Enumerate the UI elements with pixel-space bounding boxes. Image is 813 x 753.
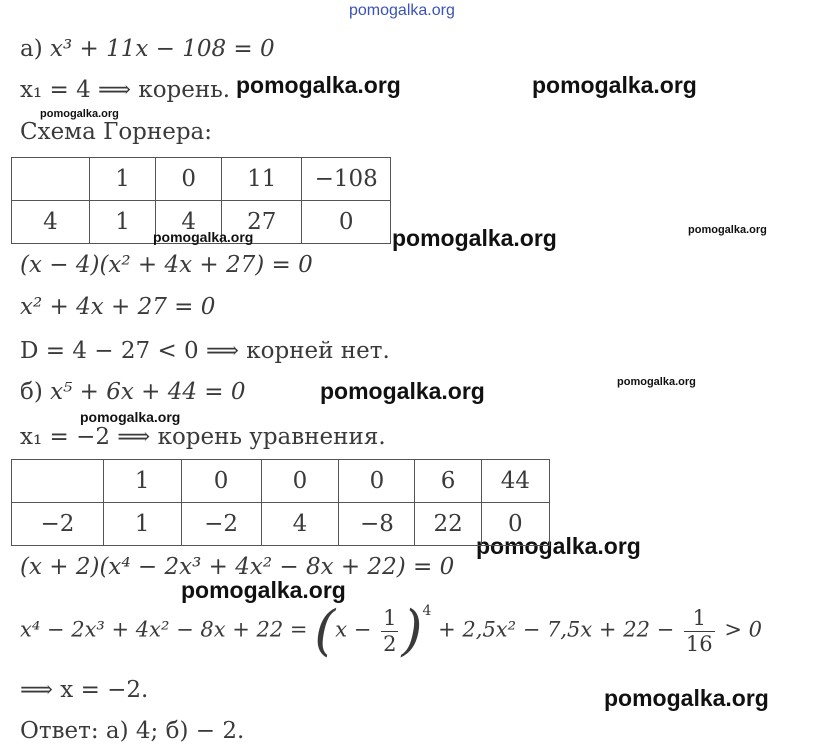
watermark-top[interactable]: pomogalka.org xyxy=(349,2,455,19)
part-a-label: а) xyxy=(20,36,43,62)
table-cell: 0 xyxy=(156,158,222,201)
part-b-factored: (x + 2)(x⁴ − 2x³ + 4x² − 8x + 22) = 0 xyxy=(20,554,455,580)
estimate-left: x⁴ − 2x³ + 4x² − 8x + 22 = xyxy=(20,617,308,642)
table-cell: 0 xyxy=(302,201,391,244)
horner-b-header-row xyxy=(12,460,550,503)
horner-table-b xyxy=(11,459,550,546)
watermark: pomogalka.org xyxy=(320,378,485,404)
fraction-half xyxy=(381,606,398,655)
table-cell: 0 xyxy=(181,460,261,503)
watermark: pomogalka.org xyxy=(617,376,696,388)
table-cell: −2 xyxy=(181,503,261,546)
part-b-conclusion: ⟹ x = −2. xyxy=(20,677,149,703)
watermark: pomogalka.org xyxy=(688,224,767,236)
table-cell: 44 xyxy=(481,460,549,503)
table-cell: 0 xyxy=(261,460,339,503)
table-cell: 0 xyxy=(339,460,415,503)
watermark: pomogalka.org xyxy=(236,72,401,98)
fraction-sixteenth-num: 1 xyxy=(684,606,715,631)
power: 4 xyxy=(422,602,432,619)
watermark: pomogalka.org xyxy=(181,577,346,603)
table-cell: −8 xyxy=(339,503,415,546)
watermark: pomogalka.org xyxy=(392,225,557,251)
table-cell: 1 xyxy=(103,503,181,546)
table-cell: −2 xyxy=(12,503,104,546)
scheme-title: Схема Горнера: xyxy=(20,119,213,145)
estimate-mid: + 2,5x² − 7,5x + 22 − xyxy=(438,617,675,642)
part-b-root-line: x₁ = −2 ⟹ корень уравнения. xyxy=(20,424,386,450)
estimate-paren: x − xyxy=(335,617,372,642)
watermark: pomogalka.org xyxy=(604,685,769,711)
part-b-eq-text: x⁵ + 6x + 44 = 0 xyxy=(50,379,246,405)
part-b-equation xyxy=(20,381,246,404)
watermark: pomogalka.org xyxy=(153,229,254,245)
horner-a-header-row xyxy=(12,158,391,201)
table-cell: 1 xyxy=(89,158,155,201)
answer: Ответ: а) 4; б) − 2. xyxy=(20,718,245,744)
table-cell: 4 xyxy=(156,201,222,244)
watermark: pomogalka.org xyxy=(40,108,119,120)
fraction-half-num: 1 xyxy=(383,606,397,631)
part-a-factored: (x − 4)(x² + 4x + 27) = 0 xyxy=(20,252,313,278)
table-cell: 4 xyxy=(12,201,90,244)
part-a-root-line: x₁ = 4 ⟹ корень. xyxy=(20,77,231,103)
table-cell: 0 xyxy=(481,503,549,546)
table-cell: 22 xyxy=(415,503,481,546)
horner-b-result-row xyxy=(12,503,550,546)
table-cell xyxy=(12,158,90,201)
part-a-quadratic: x² + 4x + 27 = 0 xyxy=(20,294,216,320)
fraction-sixteenth-den: 16 xyxy=(685,631,713,656)
table-cell: 4 xyxy=(261,503,339,546)
table-cell: 11 xyxy=(222,158,302,201)
table-cell: −108 xyxy=(302,158,391,201)
part-a-eq-text: x³ + 11x − 108 = 0 xyxy=(50,36,275,62)
open-paren: ( xyxy=(314,599,336,662)
fraction-sixteenth xyxy=(684,606,715,655)
part-a-discriminant: D = 4 − 27 < 0 ⟹ корней нет. xyxy=(20,338,390,364)
table-cell: 1 xyxy=(103,460,181,503)
close-paren: ) xyxy=(401,599,423,662)
watermark: pomogalka.org xyxy=(532,72,697,98)
part-b-estimate xyxy=(20,599,762,662)
table-cell: 6 xyxy=(415,460,481,503)
part-a-equation xyxy=(20,38,275,61)
estimate-end: > 0 xyxy=(724,617,762,642)
table-cell: 1 xyxy=(89,201,155,244)
part-b-label: б) xyxy=(20,379,43,405)
watermark: pomogalka.org xyxy=(80,409,181,425)
table-cell: 27 xyxy=(222,201,302,244)
table-cell xyxy=(12,460,104,503)
watermark: pomogalka.org xyxy=(476,533,641,559)
fraction-half-den: 2 xyxy=(383,631,397,656)
